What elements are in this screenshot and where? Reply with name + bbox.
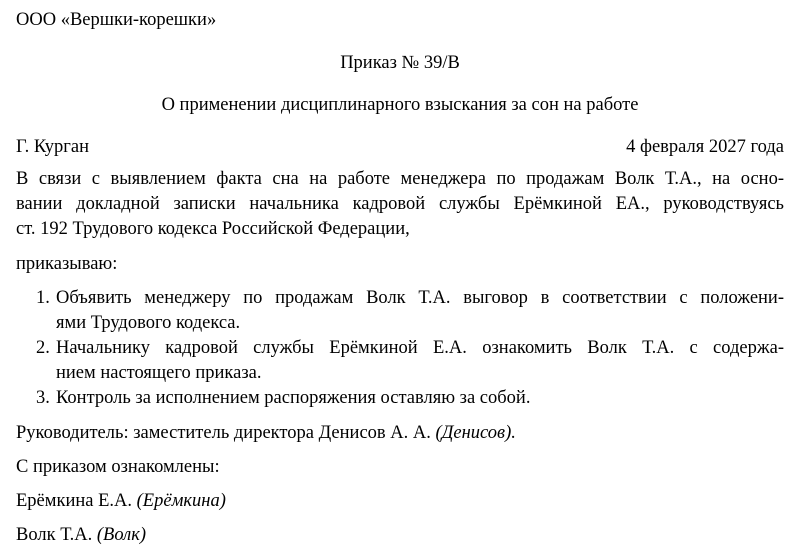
order-item-number: 2. bbox=[36, 338, 50, 358]
acknowledgement-row bbox=[16, 489, 784, 514]
organization-name: ООО «Вершки-корешки» bbox=[16, 10, 217, 30]
order-date: 4 февраля 2027 года bbox=[626, 137, 784, 157]
order-item-number: 3. bbox=[36, 388, 50, 408]
order-title: Приказ № 39/В bbox=[340, 53, 460, 73]
order-item-line: Начальнику кадровой службы Ерёмкиной Е.А. ознакомить Волк Т.А. с содержа- bbox=[56, 338, 784, 358]
order-item-line: Объявить менеджеру по продажам Волк Т.А. выговор в соответствии с положени- bbox=[56, 288, 784, 308]
order-item bbox=[16, 286, 784, 336]
order-item-number: 1. bbox=[36, 288, 50, 308]
signer-line bbox=[16, 421, 784, 446]
signer-text: Руководитель: заместитель директора Денисов А. А. bbox=[16, 423, 431, 443]
acknowledgement-signature: (Ерёмкина) bbox=[136, 491, 226, 511]
signer-signature: (Денисов). bbox=[435, 423, 516, 443]
preamble-line: вании докладной записки начальника кадровой службы Ерёмкиной ЕА., руководствуясь bbox=[16, 194, 784, 214]
city: Г. Курган bbox=[16, 137, 90, 157]
acknowledgement-name: Волк Т.А. bbox=[16, 525, 93, 545]
order-item bbox=[16, 386, 784, 411]
order-subject: О применении дисциплинарного взыскания за сон на работе bbox=[161, 95, 639, 115]
place-date-row bbox=[16, 135, 784, 160]
order-item-line: Контроль за исполнением распоряжения оставляю за собой. bbox=[56, 388, 531, 408]
acknowledgement-signature: (Волк) bbox=[96, 525, 147, 545]
order-item-line: ями Трудового кодекса. bbox=[56, 313, 241, 333]
order-item bbox=[16, 336, 784, 386]
preamble-line: В связи с выявлением факта сна на работе менеджера по продажам Волк Т.А., на осно- bbox=[16, 169, 784, 189]
order-item-line: нием настоящего приказа. bbox=[56, 363, 262, 383]
acknowledgement-name: Ерёмкина Е.А. bbox=[16, 491, 133, 511]
familiarized-label: С приказом ознакомлены: bbox=[16, 457, 220, 477]
preamble-paragraph bbox=[16, 167, 784, 242]
order-word: приказываю: bbox=[16, 254, 118, 274]
preamble-line: ст. 192 Трудового кодекса Российской Федерации, bbox=[16, 219, 410, 239]
order-items-list bbox=[16, 286, 784, 411]
